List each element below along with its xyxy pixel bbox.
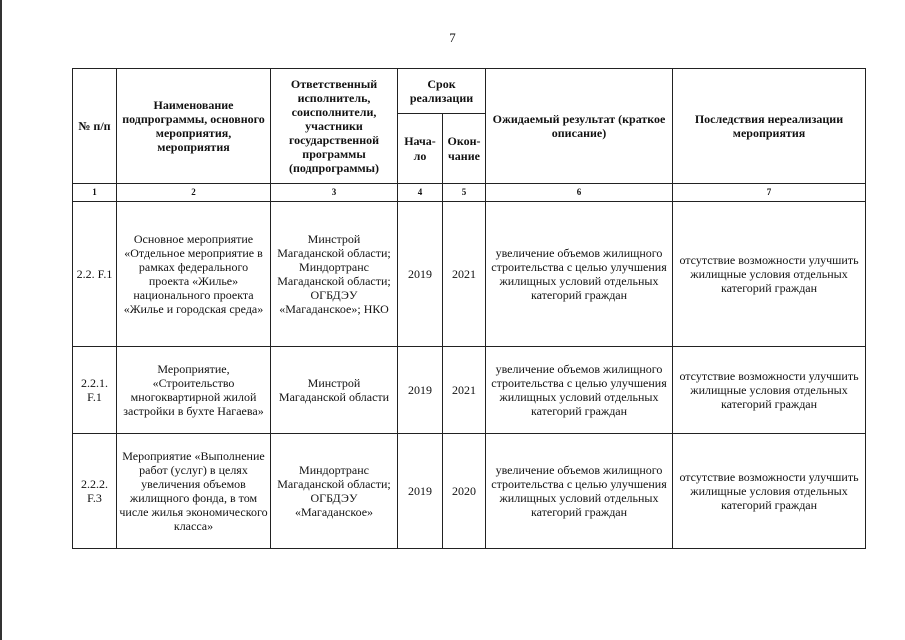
row-consequence: отсутствие возможности улучшить жилищные условия отдельных категорий граждан (673, 434, 866, 549)
row-number: 2.2. F.1 (73, 202, 117, 347)
row-start: 2019 (398, 347, 443, 434)
header-term-group: Срок реализации (398, 69, 486, 114)
column-number: 2 (117, 184, 271, 202)
row-start: 2019 (398, 202, 443, 347)
column-number: 4 (398, 184, 443, 202)
row-consequence: отсутствие возможности улучшить жилищные условия отдельных категорий граждан (673, 347, 866, 434)
row-number: 2.2.2. F.3 (73, 434, 117, 549)
table-row (73, 434, 866, 549)
row-result: увеличение объемов жилищного строительства с целью улучшения жилищных условий отдельных категорий граждан (486, 202, 673, 347)
row-executor: Минстрой Магаданской области (271, 347, 398, 434)
header-row (73, 69, 866, 114)
row-end: 2021 (443, 202, 486, 347)
column-number: 1 (73, 184, 117, 202)
row-result: увеличение объемов жилищного строительства с целью улучшения жилищных условий отдельных категорий граждан (486, 434, 673, 549)
row-executor: Миндортранс Магаданской области; ОГБДЭУ «Магаданское» (271, 434, 398, 549)
column-number: 5 (443, 184, 486, 202)
header-start: Нача-ло (398, 114, 443, 184)
column-number: 6 (486, 184, 673, 202)
row-name: Основное мероприятие «Отдельное мероприятие в рамках федерального проекта «Жилье» национального проекта «Жилье и городская среда» (117, 202, 271, 347)
column-number: 3 (271, 184, 398, 202)
row-end: 2021 (443, 347, 486, 434)
row-name: Мероприятие «Выполнение работ (услуг) в целях увеличения объемов жилищного фонда, в том числе жилья экономического класса» (117, 434, 271, 549)
left-margin-line (0, 0, 2, 640)
column-number: 7 (673, 184, 866, 202)
row-result: увеличение объемов жилищного строительства с целью улучшения жилищных условий отдельных категорий граждан (486, 347, 673, 434)
row-consequence: отсутствие возможности улучшить жилищные условия отдельных категорий граждан (673, 202, 866, 347)
row-end: 2020 (443, 434, 486, 549)
header-end: Окон-чание (443, 114, 486, 184)
row-name: Мероприятие, «Строительство многоквартирной жилой застройки в бухте Нагаева» (117, 347, 271, 434)
header-result: Ожидаемый результат (краткое описание) (486, 69, 673, 184)
row-start: 2019 (398, 434, 443, 549)
header-consequence: Последствия нереализации мероприятия (673, 69, 866, 184)
header-name: Наименование подпрограммы, основного мероприятия, мероприятия (117, 69, 271, 184)
column-number-row (73, 184, 866, 202)
program-table (72, 68, 866, 549)
table-row (73, 202, 866, 347)
page-number: 7 (449, 30, 456, 45)
row-number: 2.2.1. F.1 (73, 347, 117, 434)
header-executor: Ответственный исполнитель, соисполнители, участники государственной программы (подпрограммы) (271, 69, 398, 184)
row-executor: Минстрой Магаданской области; Миндортранс Магаданской области; ОГБДЭУ «Магаданское»; НКО (271, 202, 398, 347)
header-number: № п/п (73, 69, 117, 184)
table-row (73, 347, 866, 434)
